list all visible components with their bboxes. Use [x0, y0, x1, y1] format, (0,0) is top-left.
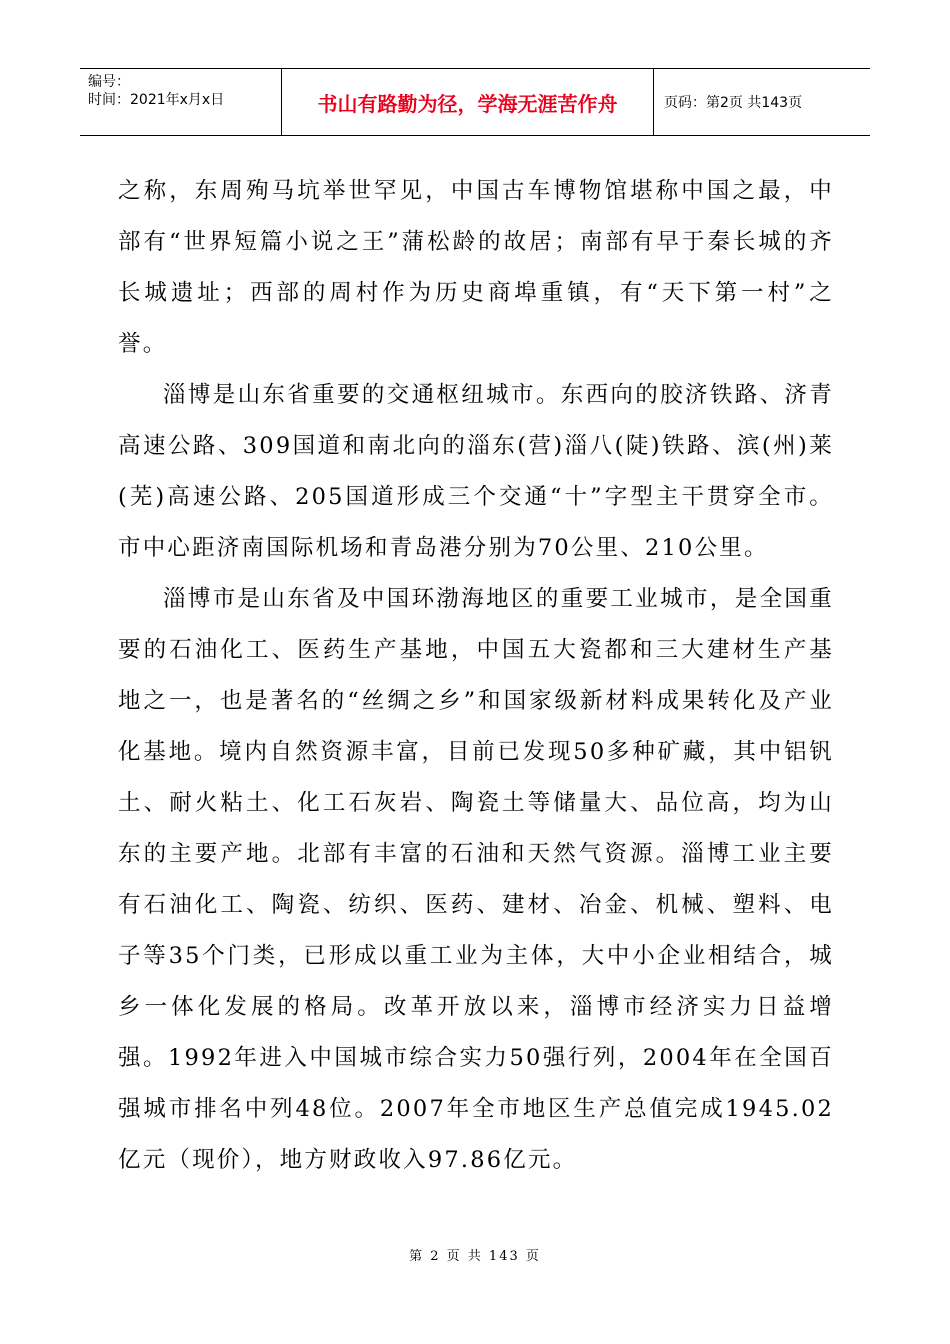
paragraph-1: 之称，东周殉马坑举世罕见，中国古车博物馆堪称中国之最，中部有“世界短篇小说之王”蒲松龄的故居；南部有早于秦长城的齐长城遗址；西部的周村作为历史商埠重镇，有“天下第一村”之誉。 — [118, 178, 834, 357]
paragraph-3: 淄博市是山东省及中国环渤海地区的重要工业城市，是全国重要的石油化工、医药生产基地，中国五大瓷都和三大建材生产基地之一，也是著名的“丝绸之乡”和国家级新材料成果转化及产业化基地。境内自然资源丰富，目前已发现50多种矿藏，其中铝钒土、耐火粘土、化工石灰岩、陶瓷土等储量大、品位高，均为山东的主要产地。北部有丰富的石油和天然气资源。淄博工业主要有石油化工、陶瓷、纺织、医药、建材、冶金、机械、塑料、电子等35个门类，已形成以重工业为主体，大中小企业相结合，城乡一体化发展的格局。改革开放以来，淄博市经济实力日益增强。1992年进入中国城市综合实力50强行列，2004年在全国百强城市排名中列48位。2007年全市地区生产总值完成1945.02亿元（现价），地方财政收入97.86亿元。 — [118, 586, 834, 1173]
page-footer: 第 2 页 共 143 页 — [409, 1249, 541, 1264]
header-motto: 书山有路勤为径，学海无涯苦作舟 — [282, 69, 654, 135]
header-number-label: 编号： — [88, 74, 130, 90]
document-body — [118, 166, 834, 1186]
header-page-info: 页码：第2页 共143页 — [664, 95, 803, 111]
header-time-label: 时间：2021年x月x日 — [88, 92, 225, 108]
paragraph-2: 淄博是山东省重要的交通枢纽城市。东西向的胶济铁路、济青高速公路、309国道和南北向的淄东(营)淄八(陡)铁路、滨(州)莱(芜)高速公路、205国道形成三个交通“十”字型主干贯穿全市。市中心距济南国际机场和青岛港分别为70公里、210公里。 — [118, 382, 834, 561]
page-header — [80, 68, 870, 136]
header-meta — [80, 69, 282, 135]
